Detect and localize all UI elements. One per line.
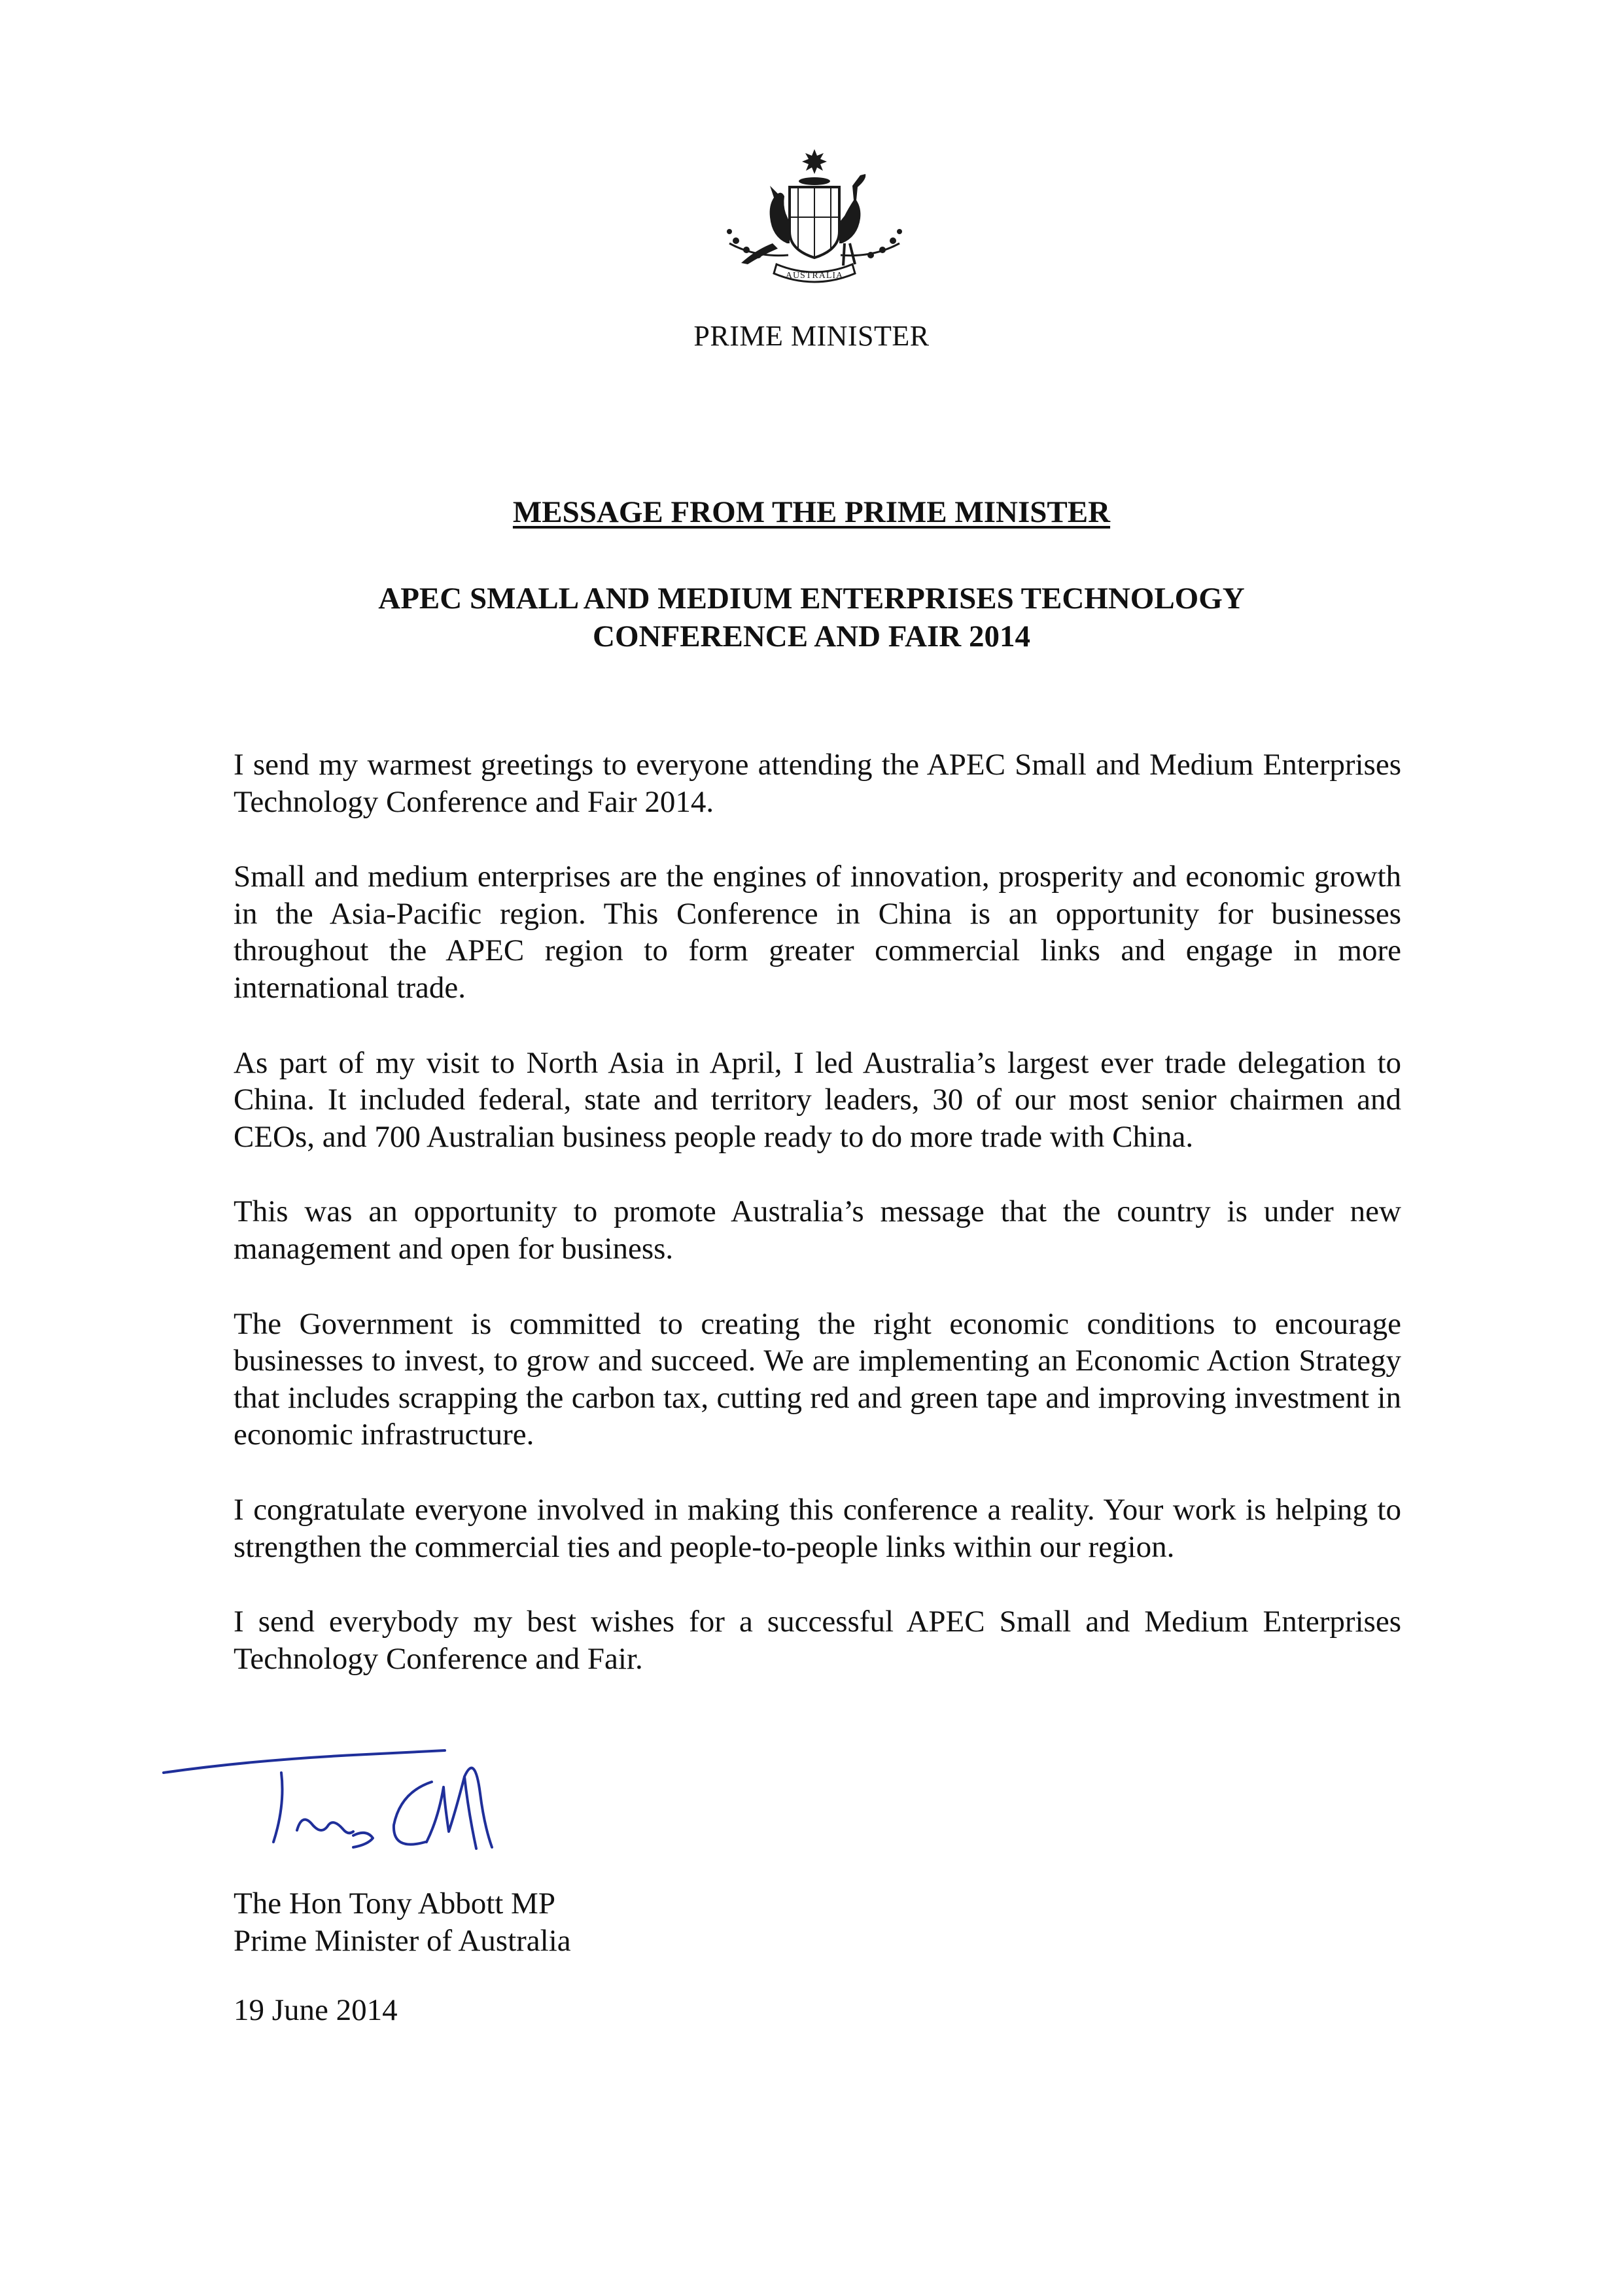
signatory-name: The Hon Tony Abbott MP <box>234 1887 555 1921</box>
handwritten-signature-icon <box>157 1714 589 1884</box>
letterhead-office: PRIME MINISTER <box>693 320 930 352</box>
message-body <box>234 746 1401 1715</box>
paragraph: I send everybody my best wishes for a successful APEC Small and Medium Enterprises Technology Conference and Fair. <box>234 1605 1401 1676</box>
event-title-line-2: CONFERENCE AND FAIR 2014 <box>593 619 1030 653</box>
event-title-line-1: APEC SMALL AND MEDIUM ENTERPRISES TECHNOLOGY <box>378 582 1245 616</box>
paragraph: As part of my visit to North Asia in April, I led Australia’s largest ever trade delegation to China. It included federal, state and territory leaders, 30 of our most senior chairmen and CEOs, and 700 Australian business people ready to do more trade with China. <box>234 1045 1401 1154</box>
letter-date: 19 June 2014 <box>234 1993 398 2027</box>
paragraph: This was an opportunity to promote Australia’s message that the country is under new management and open for business. <box>234 1194 1401 1266</box>
signatory-position: Prime Minister of Australia <box>234 1923 571 1958</box>
crest-scroll-text: AUSTRALIA <box>785 271 844 281</box>
signoff-block <box>234 1885 571 1959</box>
paragraph: I send my warmest greetings to everyone attending the APEC Small and Medium Enterprises Technology Conference and Fair 2014. <box>234 748 1401 819</box>
australian-coat-of-arms-icon <box>710 145 919 296</box>
paragraph: Small and medium enterprises are the engines of innovation, prosperity and economic growth in the Asia-Pacific region. This Conference in China is an opportunity for businesses throughout the APEC region to form greater commercial links and engage in more international trade. <box>234 860 1401 1005</box>
event-title <box>0 580 1623 655</box>
paragraph: I congratulate everyone involved in making this conference a reality. Your work is helping to strengthen the commercial ties and people-to-people links within our region. <box>234 1492 1401 1564</box>
document-title: MESSAGE FROM THE PRIME MINISTER <box>512 495 1111 529</box>
paragraph: The Government is committed to creating the right economic conditions to encourage businesses to invest, to grow and succeed. We are implementing an Economic Action Strategy that includes scrapping the carbon tax, cutting red and green tape and improving investment in economic infrastructure. <box>234 1306 1401 1452</box>
